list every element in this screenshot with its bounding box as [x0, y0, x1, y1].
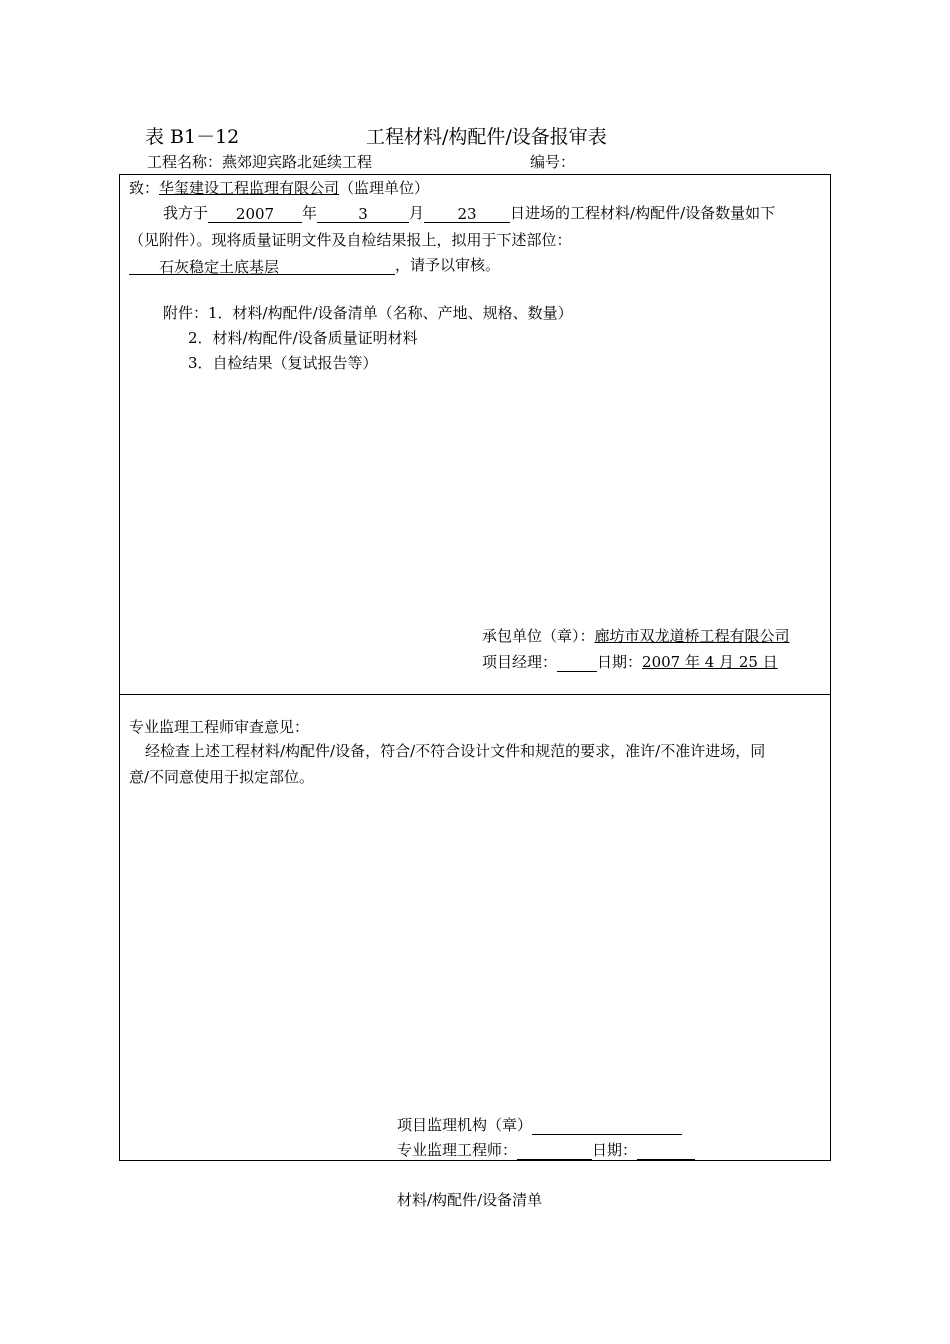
review-text-1: 经检查上述工程材料/构配件/设备，符合/不符合设计文件和规范的要求，准许/不准许进场，同 [145, 742, 766, 760]
location-suffix: ，请予以审核。 [395, 256, 501, 274]
supervision-org-line [397, 1115, 682, 1135]
supervisor-company: 华玺建设工程监理有限公司 [159, 179, 340, 197]
review-section [119, 694, 831, 1161]
engineer-label: 专业监理工程师： [397, 1141, 518, 1159]
attachment-1: 附件：1．材料/构配件/设备清单（名称、产地、规格、数量） [163, 304, 573, 322]
contractor-line [482, 626, 790, 646]
entry-prefix: 我方于 [163, 204, 209, 222]
entry-line-2: （见附件）。现将质量证明文件及自检结果报上，拟用于下述部位： [129, 231, 572, 249]
contractor-name: 廊坊市双龙道桥工程有限公司 [594, 627, 790, 645]
manager-line [482, 652, 778, 672]
entry-date-line [163, 203, 775, 223]
attachment-2: 2．材料/构配件/设备质量证明材料 [188, 329, 418, 347]
entry-suffix: 日进场的工程材料/构配件/设备数量如下 [510, 204, 776, 222]
project-label: 工程名称： [147, 153, 223, 171]
engineer-line [397, 1140, 695, 1160]
date-label: 日期： [597, 653, 643, 671]
entry-month: 3 [317, 204, 409, 223]
contractor-label: 承包单位（章）： [482, 627, 595, 645]
manager-signature-blank [557, 653, 597, 672]
review-heading: 专业监理工程师审查意见： [129, 718, 310, 736]
review-text-2: 意/不同意使用于拟定部位。 [129, 768, 315, 786]
org-seal-blank [532, 1116, 682, 1135]
date-value: 2007 年 4 月 25 日 [642, 653, 778, 671]
location-line [129, 255, 500, 275]
form-id: 表 B1－12 [145, 126, 240, 148]
attachment-3: 3．自检结果（复试报告等） [188, 354, 378, 372]
location-value: 石灰稳定土底基层 [129, 257, 395, 275]
project-name-line [147, 152, 372, 172]
list-title: 材料/构配件/设备清单 [397, 1191, 543, 1209]
manager-label: 项目经理： [482, 653, 558, 671]
application-section [119, 174, 831, 695]
addressee-line [129, 178, 429, 198]
org-label: 项目监理机构（章） [397, 1116, 533, 1134]
year-label: 年 [302, 204, 318, 222]
number-label: 编号： [530, 153, 576, 171]
form-title: 工程材料/构配件/设备报审表 [366, 126, 607, 148]
engineer-signature-blank [517, 1141, 592, 1160]
project-name: 燕郊迎宾路北延续工程 [222, 153, 373, 171]
month-label: 月 [409, 204, 425, 222]
review-date-blank [637, 1141, 695, 1160]
entry-day: 23 [424, 204, 510, 223]
entry-year: 2007 [208, 204, 302, 223]
supervisor-suffix: （监理单位） [339, 179, 430, 197]
to-label: 致： [129, 179, 160, 197]
review-date-label: 日期： [592, 1141, 638, 1159]
